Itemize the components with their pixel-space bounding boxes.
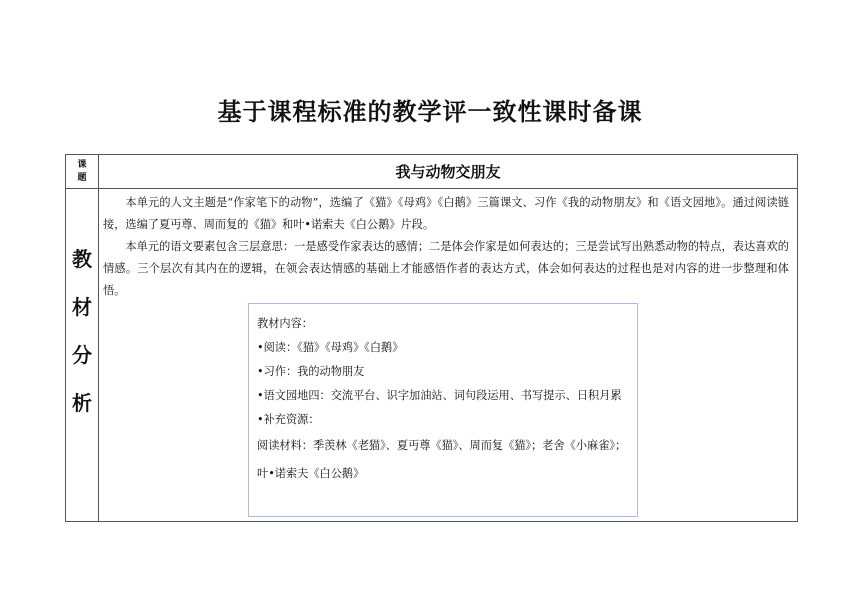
content-supplement: •补充资源： [257,413,320,426]
content-garden: •语文园地四：交流平台、识字加油站、词句段运用、书写提示、日积月累 [257,389,622,402]
content-box [248,303,638,517]
analysis-paragraph-elements: 本单元的语文要素包含三层意思：一是感受作家表达的感情；二是体会作家是如何表达的；三是尝试写出熟悉动物的特点，表达喜欢的情感。三个层次有其内在的逻辑，在领会表达情感的基础上才能感悟作者的表达方式，体会如何表达的过程也是对内容的进一步整理和体悟。 [103,240,789,297]
topic-label-char: 课 [77,159,87,170]
lesson-table [65,154,798,522]
section-label-char: 分 [72,343,92,367]
analysis-paragraph-theme: 本单元的人文主题是“作家笔下的动物”，选编了《猫》《母鸡》《白鹅》三篇课文、习作《我的动物朋友》和《语文园地》。通过阅读链接，选编了夏丏尊、周而复的《猫》和叶•诺索夫《白公鹅》片段。 [103,196,789,231]
content-writing: •习作：我的动物朋友 [257,365,365,378]
topic-value: 我与动物交朋友 [395,163,501,181]
topic-label [66,155,98,188]
content-heading: 教材内容： [257,317,313,330]
analysis-text [103,192,789,302]
content-reading: •阅读：《猫》《母鸡》《白鹅》 [257,341,404,354]
section-label-char: 析 [72,391,92,415]
section-label-char: 材 [72,295,92,319]
column-divider [98,155,99,521]
page-title: 基于课程标准的教学评一致性课时备课 [217,98,643,126]
row-divider [66,188,797,189]
section-label-textbook-analysis [66,243,98,435]
content-materials: 阅读材料：季羡林《老猫》、夏丏尊《猫》、周而复《猫》；老舍《小麻雀》；叶•诺索夫《白公鹅》 [257,439,627,480]
topic-label-char: 题 [77,172,87,183]
section-label-char: 教 [72,247,92,271]
